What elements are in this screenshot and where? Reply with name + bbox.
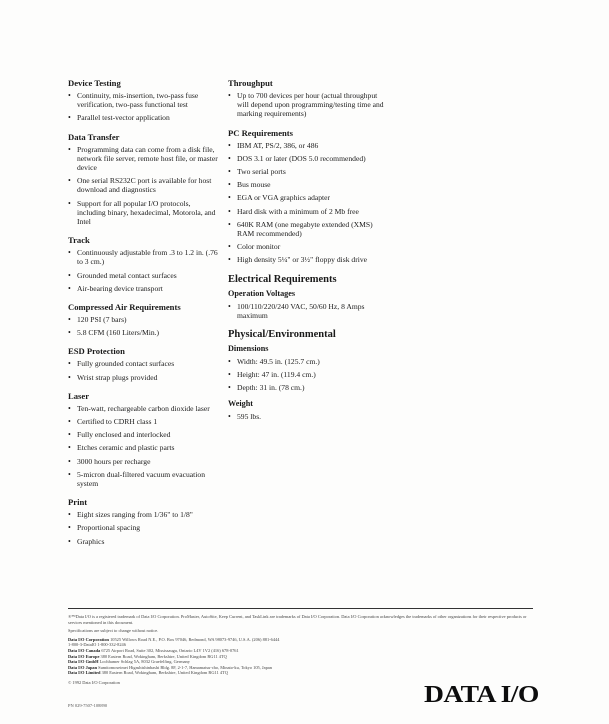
spec-item: • 3000 hours per recharge <box>68 457 218 466</box>
print-section <box>68 497 218 546</box>
office-details: 380 Eastern Road, Wokingham, Berkshire, United Kingdom RG11 4TQ <box>101 670 228 676</box>
right-column <box>228 78 388 430</box>
physical-section <box>228 329 388 421</box>
data-transfer-heading: Data Transfer <box>68 131 120 142</box>
spec-item: • Continuously adjustable from .3 to 1.2 in. (.76 to 3 cm.) <box>68 248 218 266</box>
spec-item: • 640K RAM (one megabyte extended (XMS) RAM recommended) <box>228 220 388 238</box>
data-io-logo: DATA I/O <box>424 682 539 708</box>
laser-section <box>68 391 218 488</box>
device-testing-list <box>68 91 218 123</box>
office-name: Data I/O Canada <box>68 647 101 653</box>
throughput-section <box>228 78 388 119</box>
spec-item: • Color monitor <box>228 242 388 251</box>
spec-item: • Graphics <box>68 537 218 546</box>
spec-item: • Two serial ports <box>228 167 388 176</box>
office-name: Data I/O Corporation <box>68 636 109 642</box>
left-column <box>68 78 218 555</box>
weight-heading: Weight <box>228 398 254 408</box>
compressed-air-requirements-heading: Compressed Air Requirements <box>68 302 181 313</box>
pc-requirements-list <box>228 141 388 265</box>
physical-heading: Physical/Environmental <box>228 329 336 341</box>
office-name: Data I/O Europe <box>68 653 100 659</box>
throughput-list <box>228 91 388 119</box>
office-details: Sumitomoseimei Higashishinbashi Bldg. 8F, 2-1-7, Hamamatsu-cho, Minato-ku, Tokyo 105, Japan <box>98 664 272 670</box>
office-details: 6725 Airport Road, Suite 302, Mississauga, Ontario L4V 1V2 (416) 678-0761 <box>101 647 239 653</box>
compressed-air-requirements-section <box>68 302 218 337</box>
office-details: Lochhamer Schlag 5A, 8032 Graefelfing, Germany <box>99 659 190 665</box>
device-testing-heading: Device Testing <box>68 78 121 88</box>
spec-item: • Grounded metal contact surfaces <box>68 271 218 280</box>
specifications-note: Specifications are subject to change without notice. <box>68 628 159 634</box>
dimensions-list <box>228 357 388 393</box>
operation-voltages-list <box>228 302 388 320</box>
trademark-notice: ®™Data I/O is a registered trademark of Data I/O Corporation. ProMaster, AutoSite, Keep Current, and TaskLink are trademarks of Data I/O Corporation. Data I/O Corporation acknowledges the trademarks of other organizations for their respective products or services mentioned in this document. <box>68 614 527 625</box>
spec-item: • Hard disk with a minimum of 2 Mb free <box>228 207 388 216</box>
part-number: PN 029-7507-108890 <box>68 703 108 708</box>
operation-voltages-heading: Operation Voltages <box>228 288 296 298</box>
office-list <box>68 637 528 676</box>
office-details: 380 Eastern Road, Wokingham, Berkshire, United Kingdom RG11 4TQ <box>100 653 227 659</box>
office-address <box>68 670 528 676</box>
office-name: Data I/O GmbH <box>68 659 99 665</box>
spec-item: • Depth: 31 in. (78 cm.) <box>228 383 388 392</box>
laser-heading: Laser <box>68 390 90 401</box>
spec-item: • 5.8 CFM (160 Liters/Min.) <box>68 328 218 337</box>
spec-item: • Wrist strap plugs provided <box>68 373 218 382</box>
office-name: Data I/O Limited <box>68 670 101 676</box>
electrical-heading: Electrical Requirements <box>228 273 337 285</box>
spec-item: • Continuity, mis-insertion, two-pass fuse verification, two-pass functional test <box>68 91 218 109</box>
office-name: Data I/O Japan <box>68 664 98 670</box>
print-list <box>68 510 218 546</box>
spec-item: • Etches ceramic and plastic parts <box>68 443 218 452</box>
spec-item: • High density 5¼" or 3½" floppy disk drive <box>228 255 388 264</box>
track-section <box>68 235 218 293</box>
electrical-section <box>228 274 388 320</box>
office-details: 10525 Willows Road N.E., P.O. Box 97046, Redmond, WA 98073-9746, U.S.A. (206) 881-6444 <box>110 636 280 642</box>
track-list <box>68 248 218 293</box>
data-transfer-section <box>68 132 218 227</box>
spec-item: • 120 PSI (7 bars) <box>68 315 218 324</box>
pc-requirements-section <box>228 128 388 265</box>
spec-item: • Support for all popular I/O protocols, including binary, hexadecimal, Motorola, and Intel <box>68 199 218 227</box>
spec-item: • Eight sizes ranging from 1/36" to 1/8" <box>68 510 218 519</box>
spec-item: • Proportional spacing <box>68 523 218 532</box>
esd-protection-section <box>68 346 218 381</box>
spec-item: • 595 lbs. <box>228 412 388 421</box>
spec-item: • One serial RS232C port is available for host download and diagnostics <box>68 176 218 194</box>
spec-item: • 100/110/220/240 VAC, 50/60 Hz, 8 Amps maximum <box>228 302 388 320</box>
copyright: © 1992 Data I/O Corporation <box>68 679 120 685</box>
compressed-air-requirements-list <box>68 315 218 337</box>
footer-rule <box>68 608 533 609</box>
spec-item: • DOS 3.1 or later (DOS 5.0 recommended) <box>228 154 388 163</box>
spec-item: • Fully grounded contact surfaces <box>68 359 218 368</box>
data-transfer-list <box>68 145 218 227</box>
esd-protection-heading: ESD Protection <box>68 346 125 357</box>
device-testing-section <box>68 78 218 123</box>
spec-item: • Programming data can come from a disk file, network file server, remote host file, or master device <box>68 145 218 173</box>
spec-item: • Air-bearing device transport <box>68 284 218 293</box>
esd-protection-list <box>68 359 218 381</box>
spec-item: • Width: 49.5 in. (125.7 cm.) <box>228 357 388 366</box>
spec-item: • 5-micron dual-filtered vacuum evacuation system <box>68 470 218 488</box>
track-heading: Track <box>68 235 90 246</box>
footer <box>68 614 528 689</box>
spec-item: • EGA or VGA graphics adapter <box>228 193 388 202</box>
spec-item: • Up to 700 devices per hour (actual throughput will depend upon programming/testing time and marking requirements) <box>228 91 388 119</box>
spec-item: • Parallel test-vector application <box>68 113 218 122</box>
throughput-heading: Throughput <box>228 78 273 88</box>
spec-item: • Fully enclosed and interlocked <box>68 430 218 439</box>
pc-requirements-heading: PC Requirements <box>228 127 294 138</box>
office-details: 1-800-3-DataIO 1-800-332-8246 <box>68 642 126 648</box>
spec-item: • IBM AT, PS/2, 386, or 486 <box>228 141 388 150</box>
spec-item: • Bus mouse <box>228 180 388 189</box>
spec-item: • Ten-watt, rechargeable carbon dioxide laser <box>68 404 218 413</box>
spec-item: • Certified to CDRH class 1 <box>68 417 218 426</box>
print-heading: Print <box>68 497 88 508</box>
laser-list <box>68 404 218 488</box>
spec-item: • Height: 47 in. (119.4 cm.) <box>228 370 388 379</box>
weight-list <box>228 412 388 421</box>
dimensions-heading: Dimensions <box>228 344 269 354</box>
